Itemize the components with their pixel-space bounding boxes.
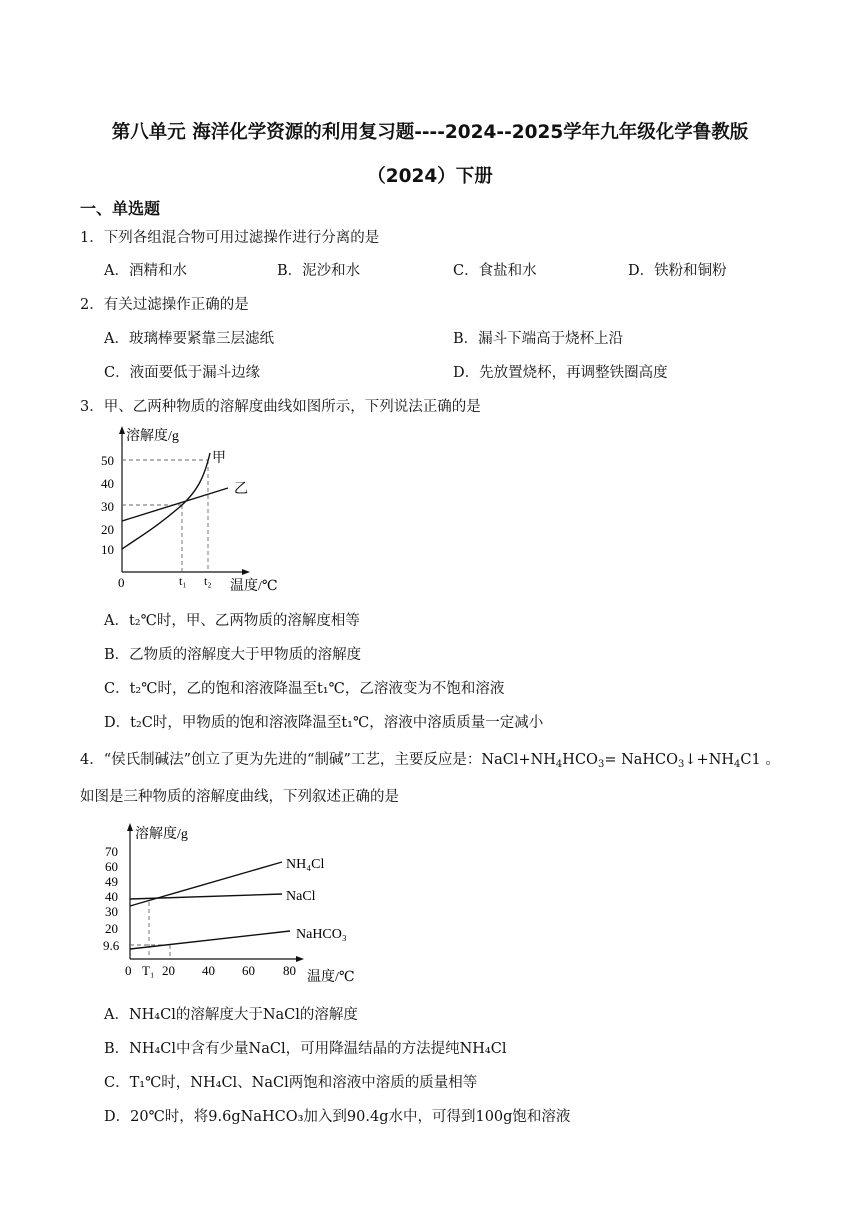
q3-stem: 3．甲、乙两种物质的溶解度曲线如图所示，下列说法正确的是: [80, 399, 481, 415]
q1-stem: 1．下列各组混合物可用过滤操作进行分离的是: [80, 230, 380, 246]
q4-option-a: A．NH₄Cl的溶解度大于NaCl的溶解度: [104, 1007, 358, 1023]
q4-x-label: 温度/℃: [307, 970, 355, 985]
q4-y-label: 溶解度/g: [135, 827, 188, 842]
q4-xtick-80: 80: [283, 963, 296, 978]
q4-solubility-chart: [100, 818, 380, 990]
q4-line-nacl: [130, 894, 282, 899]
q3-origin: 0: [118, 575, 125, 590]
q4-series-nh4cl: NH₄Cl: [286, 857, 325, 872]
q4-stem: [80, 748, 780, 770]
q3-option-b: B．乙物质的溶解度大于甲物质的溶解度: [104, 647, 362, 663]
q3-ytick-10: 10: [101, 542, 114, 557]
q3-x-label: 温度/℃: [230, 579, 278, 594]
q2-option-b: B．漏斗下端高于烧杯上沿: [453, 331, 624, 347]
q3-curve-jia: [122, 453, 210, 549]
q1-option-d: D．铁粉和铜粉: [628, 263, 727, 279]
q3-option-c: C．t₂℃时，乙的饱和溶液降温至t₁℃，乙溶液变为不饱和溶液: [104, 681, 505, 697]
q3-series-yi: 乙: [234, 482, 248, 497]
q3-ytick-50: 50: [101, 453, 114, 468]
q2-stem: 2．有关过滤操作正确的是: [80, 297, 249, 313]
q4-stem-line-2: 如图是三种物质的溶解度曲线，下列叙述正确的是: [80, 789, 399, 805]
q4-line-nahco3: [130, 931, 290, 949]
q1-option-b: B．泥沙和水: [277, 263, 361, 279]
q4-origin: 0: [125, 963, 132, 978]
q4-ytick-49: 49: [105, 874, 118, 889]
q1-option-a: A．酒精和水: [104, 263, 187, 279]
q4-stem-prefix: 4．“侯氏制碱法”创立了更为先进的“制碱”工艺，主要反应是：: [80, 752, 482, 768]
q2-option-d: D．先放置烧杯，再调整铁圈高度: [453, 365, 668, 381]
q3-y-label: 溶解度/g: [126, 429, 179, 444]
q4-ytick-60: 60: [105, 859, 118, 874]
q4-xtick-40: 40: [202, 963, 215, 978]
q4-ytick-20: 20: [105, 921, 118, 936]
q3-series-jia: 甲: [212, 451, 226, 466]
q3-option-d: D．t₂C时，甲物质的饱和溶液降温至t₁℃，溶液中溶质质量一定减小: [104, 715, 544, 731]
q4-xtick-60: 60: [242, 963, 255, 978]
q4-option-d: D．20℃时，将9.6gNaHCO₃加入到90.4g水中，可得到100g饱和溶液: [104, 1109, 571, 1125]
q4-line-nh4cl: [130, 862, 282, 906]
q4-series-nacl: NaCl: [286, 889, 316, 904]
q4-ytick-40: 40: [105, 889, 118, 904]
q3-solubility-chart: [96, 424, 296, 596]
section-heading: 一、单选题: [80, 199, 161, 218]
q3-option-a: A．t₂℃时，甲、乙两物质的溶解度相等: [104, 613, 360, 629]
q4-series-nahco3: NaHCO₃: [296, 927, 347, 942]
title-line-1: 第八单元 海洋化学资源的利用复习题----2024--2025学年九年级化学鲁教版: [111, 122, 749, 143]
q4-equation: $NaCl+NH_4HCO_3=$ $NaHCO_3↓+NH_4C1$ 。: [481, 752, 780, 770]
q1-option-c: C．食盐和水: [453, 263, 537, 279]
q3-ytick-20: 20: [101, 522, 114, 537]
q4-option-c: C．T₁℃时，NH₄Cl、NaCl两饱和溶液中溶质的质量相等: [104, 1075, 478, 1091]
q3-ytick-40: 40: [101, 476, 114, 491]
q3-ytick-30: 30: [101, 499, 114, 514]
q3-xtick-t1: t₁: [179, 574, 187, 588]
q3-xtick-t2: t₂: [204, 574, 212, 588]
title-line-2: （2024）下册: [367, 166, 493, 187]
q4-xtick-20: 20: [162, 963, 175, 978]
q4-option-b: B．NH₄Cl中含有少量NaCl，可用降温结晶的方法提纯NH₄Cl: [104, 1041, 507, 1057]
q4-ytick-9-6: 9.6: [103, 938, 120, 953]
q2-option-c: C．液面要低于漏斗边缘: [104, 365, 261, 381]
q4-ytick-30: 30: [105, 904, 118, 919]
q3-curve-yi: [122, 488, 228, 521]
q2-option-a: A．玻璃棒要紧靠三层滤纸: [104, 331, 274, 347]
q4-ytick-70: 70: [105, 844, 118, 859]
q4-xtick-t1: T₁: [142, 963, 155, 978]
